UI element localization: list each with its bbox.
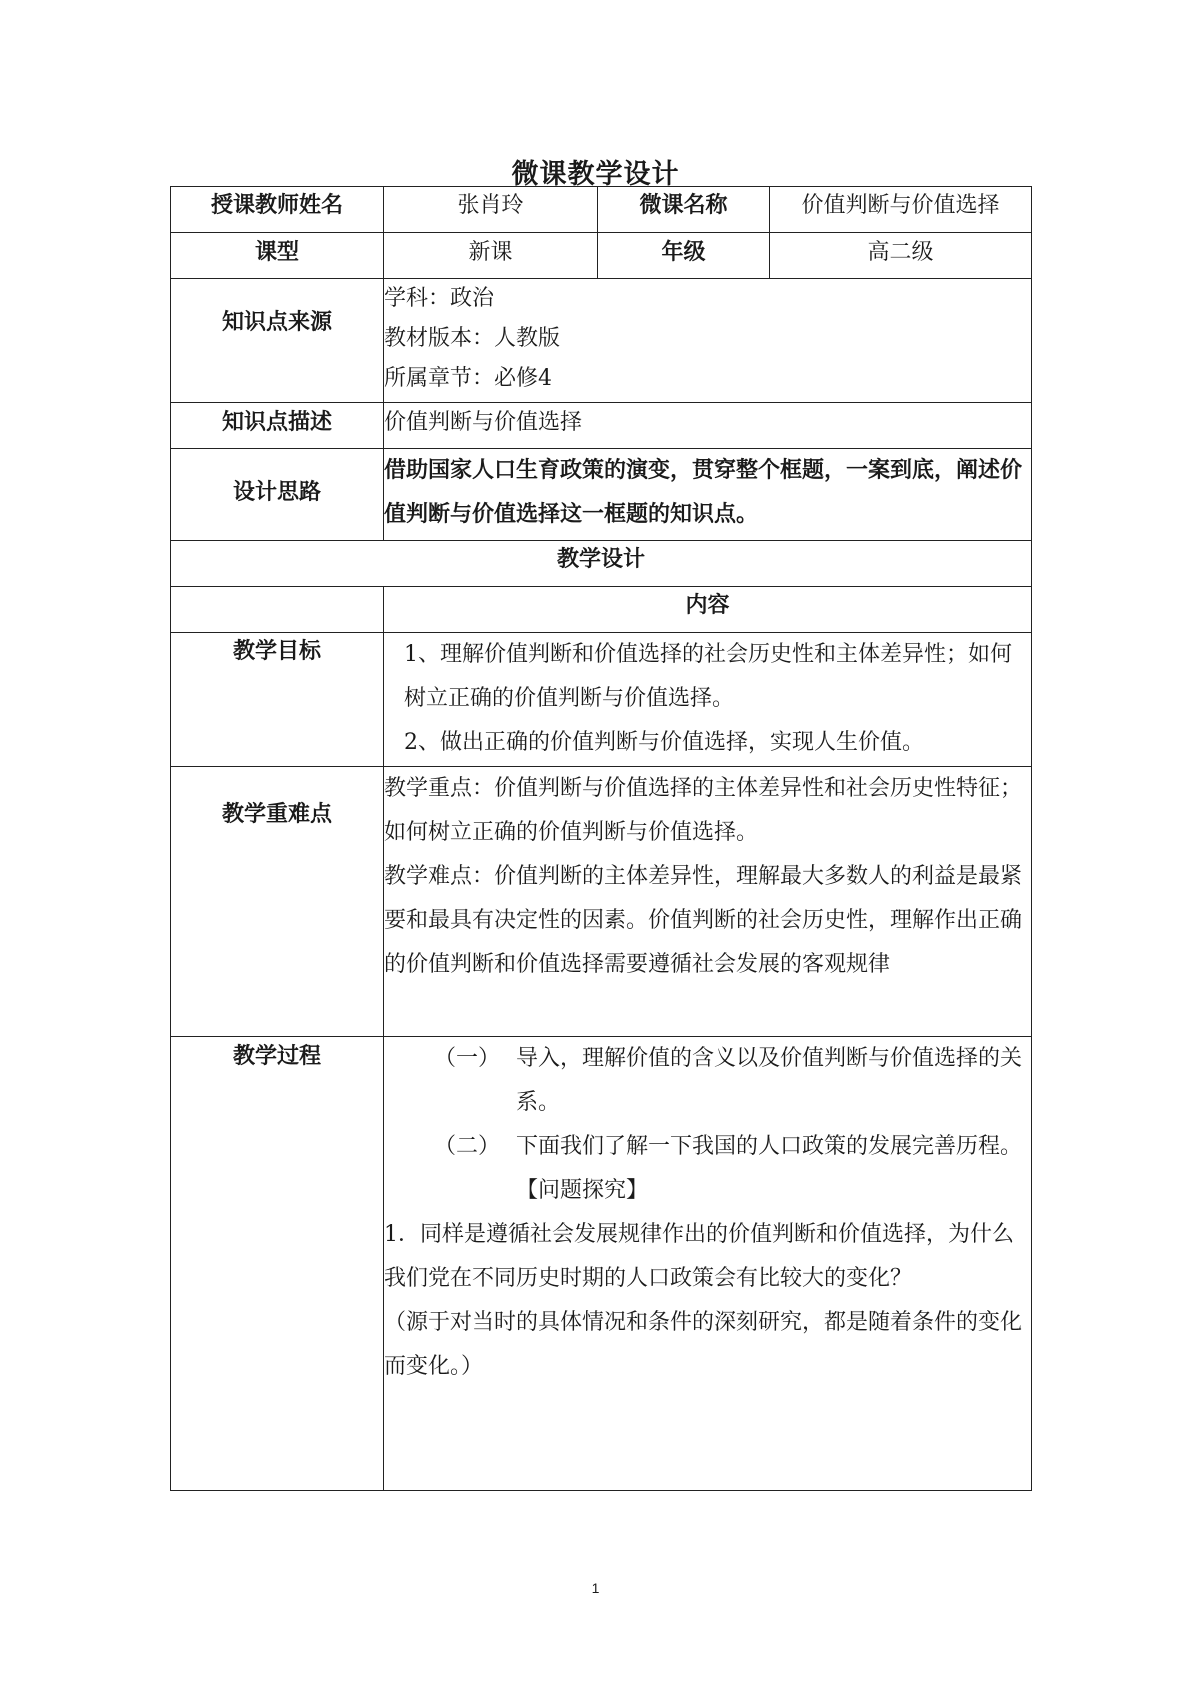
inquiry-heading: 【问题探究】 bbox=[516, 1178, 649, 1203]
teaching-design-header: 教学设计 bbox=[171, 541, 1032, 587]
grade-label: 年级 bbox=[598, 233, 770, 279]
difficult-point-text: 教学难点：价值判断的主体差异性，理解最大多数人的利益是最紧要和最具有决定性的因素。价值判断的社会历史性，理解作出正确的价值判断和价值选择需要遵循社会发展的客观规律 bbox=[384, 864, 1023, 977]
course-name-label: 微课名称 bbox=[598, 187, 770, 233]
teaching-process-content bbox=[384, 1037, 1032, 1491]
chapter-line: 所属章节：必修4 bbox=[384, 366, 552, 391]
teaching-goals-label: 教学目标 bbox=[171, 633, 384, 767]
lesson-type-value: 新课 bbox=[384, 233, 598, 279]
goal-item-2: 2、做出正确的价值判断与价值选择，实现人生价值。 bbox=[404, 730, 924, 755]
inquiry-answer: （源于对当时的具体情况和条件的深刻研究，都是随着条件的变化而变化。） bbox=[384, 1310, 1023, 1379]
table-row-source bbox=[171, 279, 1032, 403]
teaching-process-label: 教学过程 bbox=[171, 1037, 384, 1491]
table-row-design bbox=[171, 449, 1032, 541]
teacher-label: 授课教师姓名 bbox=[171, 187, 384, 233]
page-number: 1 bbox=[591, 1580, 600, 1596]
knowledge-source-label bbox=[171, 279, 384, 403]
table-row-type bbox=[171, 233, 1032, 279]
table-row-process bbox=[171, 1037, 1032, 1491]
table-row-description bbox=[171, 403, 1032, 449]
content-header: 内容 bbox=[384, 587, 1032, 633]
step-2-text: 下面我们了解一下我国的人口政策的发展完善历程。 bbox=[516, 1134, 1023, 1159]
empty-cell bbox=[171, 587, 384, 633]
design-idea-text: 借助国家人口生育政策的演变，贯穿整个框题，一案到底，阐述价值判断与价值选择这一框题的知识点。 bbox=[384, 449, 1032, 541]
table-row-teacher bbox=[171, 187, 1032, 233]
grade-value: 高二级 bbox=[770, 233, 1032, 279]
teacher-value: 张肖玲 bbox=[384, 187, 598, 233]
process-step-1 bbox=[384, 1037, 1031, 1125]
subject-line: 学科：政治 bbox=[384, 286, 495, 311]
key-point-text: 教学重点：价值判断与价值选择的主体差异性和社会历史性特征；如何树立正确的价值判断与价值选择。 bbox=[384, 776, 1023, 845]
knowledge-source-content bbox=[384, 279, 1032, 403]
table-row-section-header bbox=[171, 541, 1032, 587]
step-2-number: （二） bbox=[434, 1134, 501, 1159]
key-points-content bbox=[384, 767, 1032, 1037]
course-name-value: 价值判断与价值选择 bbox=[770, 187, 1032, 233]
knowledge-description-value: 价值判断与价值选择 bbox=[384, 403, 1032, 449]
inquiry-question: 1．同样是遵循社会发展规律作出的价值判断和价值选择，为什么我们党在不同历史时期的人口政策会有比较大的变化？ bbox=[384, 1222, 1014, 1291]
step-1-number: （一） bbox=[434, 1046, 501, 1071]
teaching-goals-content bbox=[384, 633, 1032, 767]
goal-item-1: 1、理解价值判断和价值选择的社会历史性和主体差异性；如何树立正确的价值判断与价值选择。 bbox=[404, 642, 1012, 711]
key-points-label bbox=[171, 767, 384, 1037]
edition-line: 教材版本：人教版 bbox=[384, 326, 561, 351]
table-row-key-points bbox=[171, 767, 1032, 1037]
step-1-text: 导入，理解价值的含义以及价值判断与价值选择的关系。 bbox=[516, 1046, 1023, 1115]
knowledge-description-label: 知识点描述 bbox=[171, 403, 384, 449]
knowledge-source-label-text: 知识点来源 bbox=[221, 310, 332, 335]
process-step-2 bbox=[384, 1125, 1031, 1169]
lesson-type-label: 课型 bbox=[171, 233, 384, 279]
design-idea-label bbox=[171, 449, 384, 541]
document-title: 微课教学设计 bbox=[511, 159, 680, 190]
key-points-label-text: 教学重难点 bbox=[221, 802, 332, 827]
lesson-design-table bbox=[170, 186, 1032, 1491]
table-row-content-header bbox=[171, 587, 1032, 633]
table-row-goals bbox=[171, 633, 1032, 767]
design-idea-label-text: 设计思路 bbox=[232, 480, 321, 505]
